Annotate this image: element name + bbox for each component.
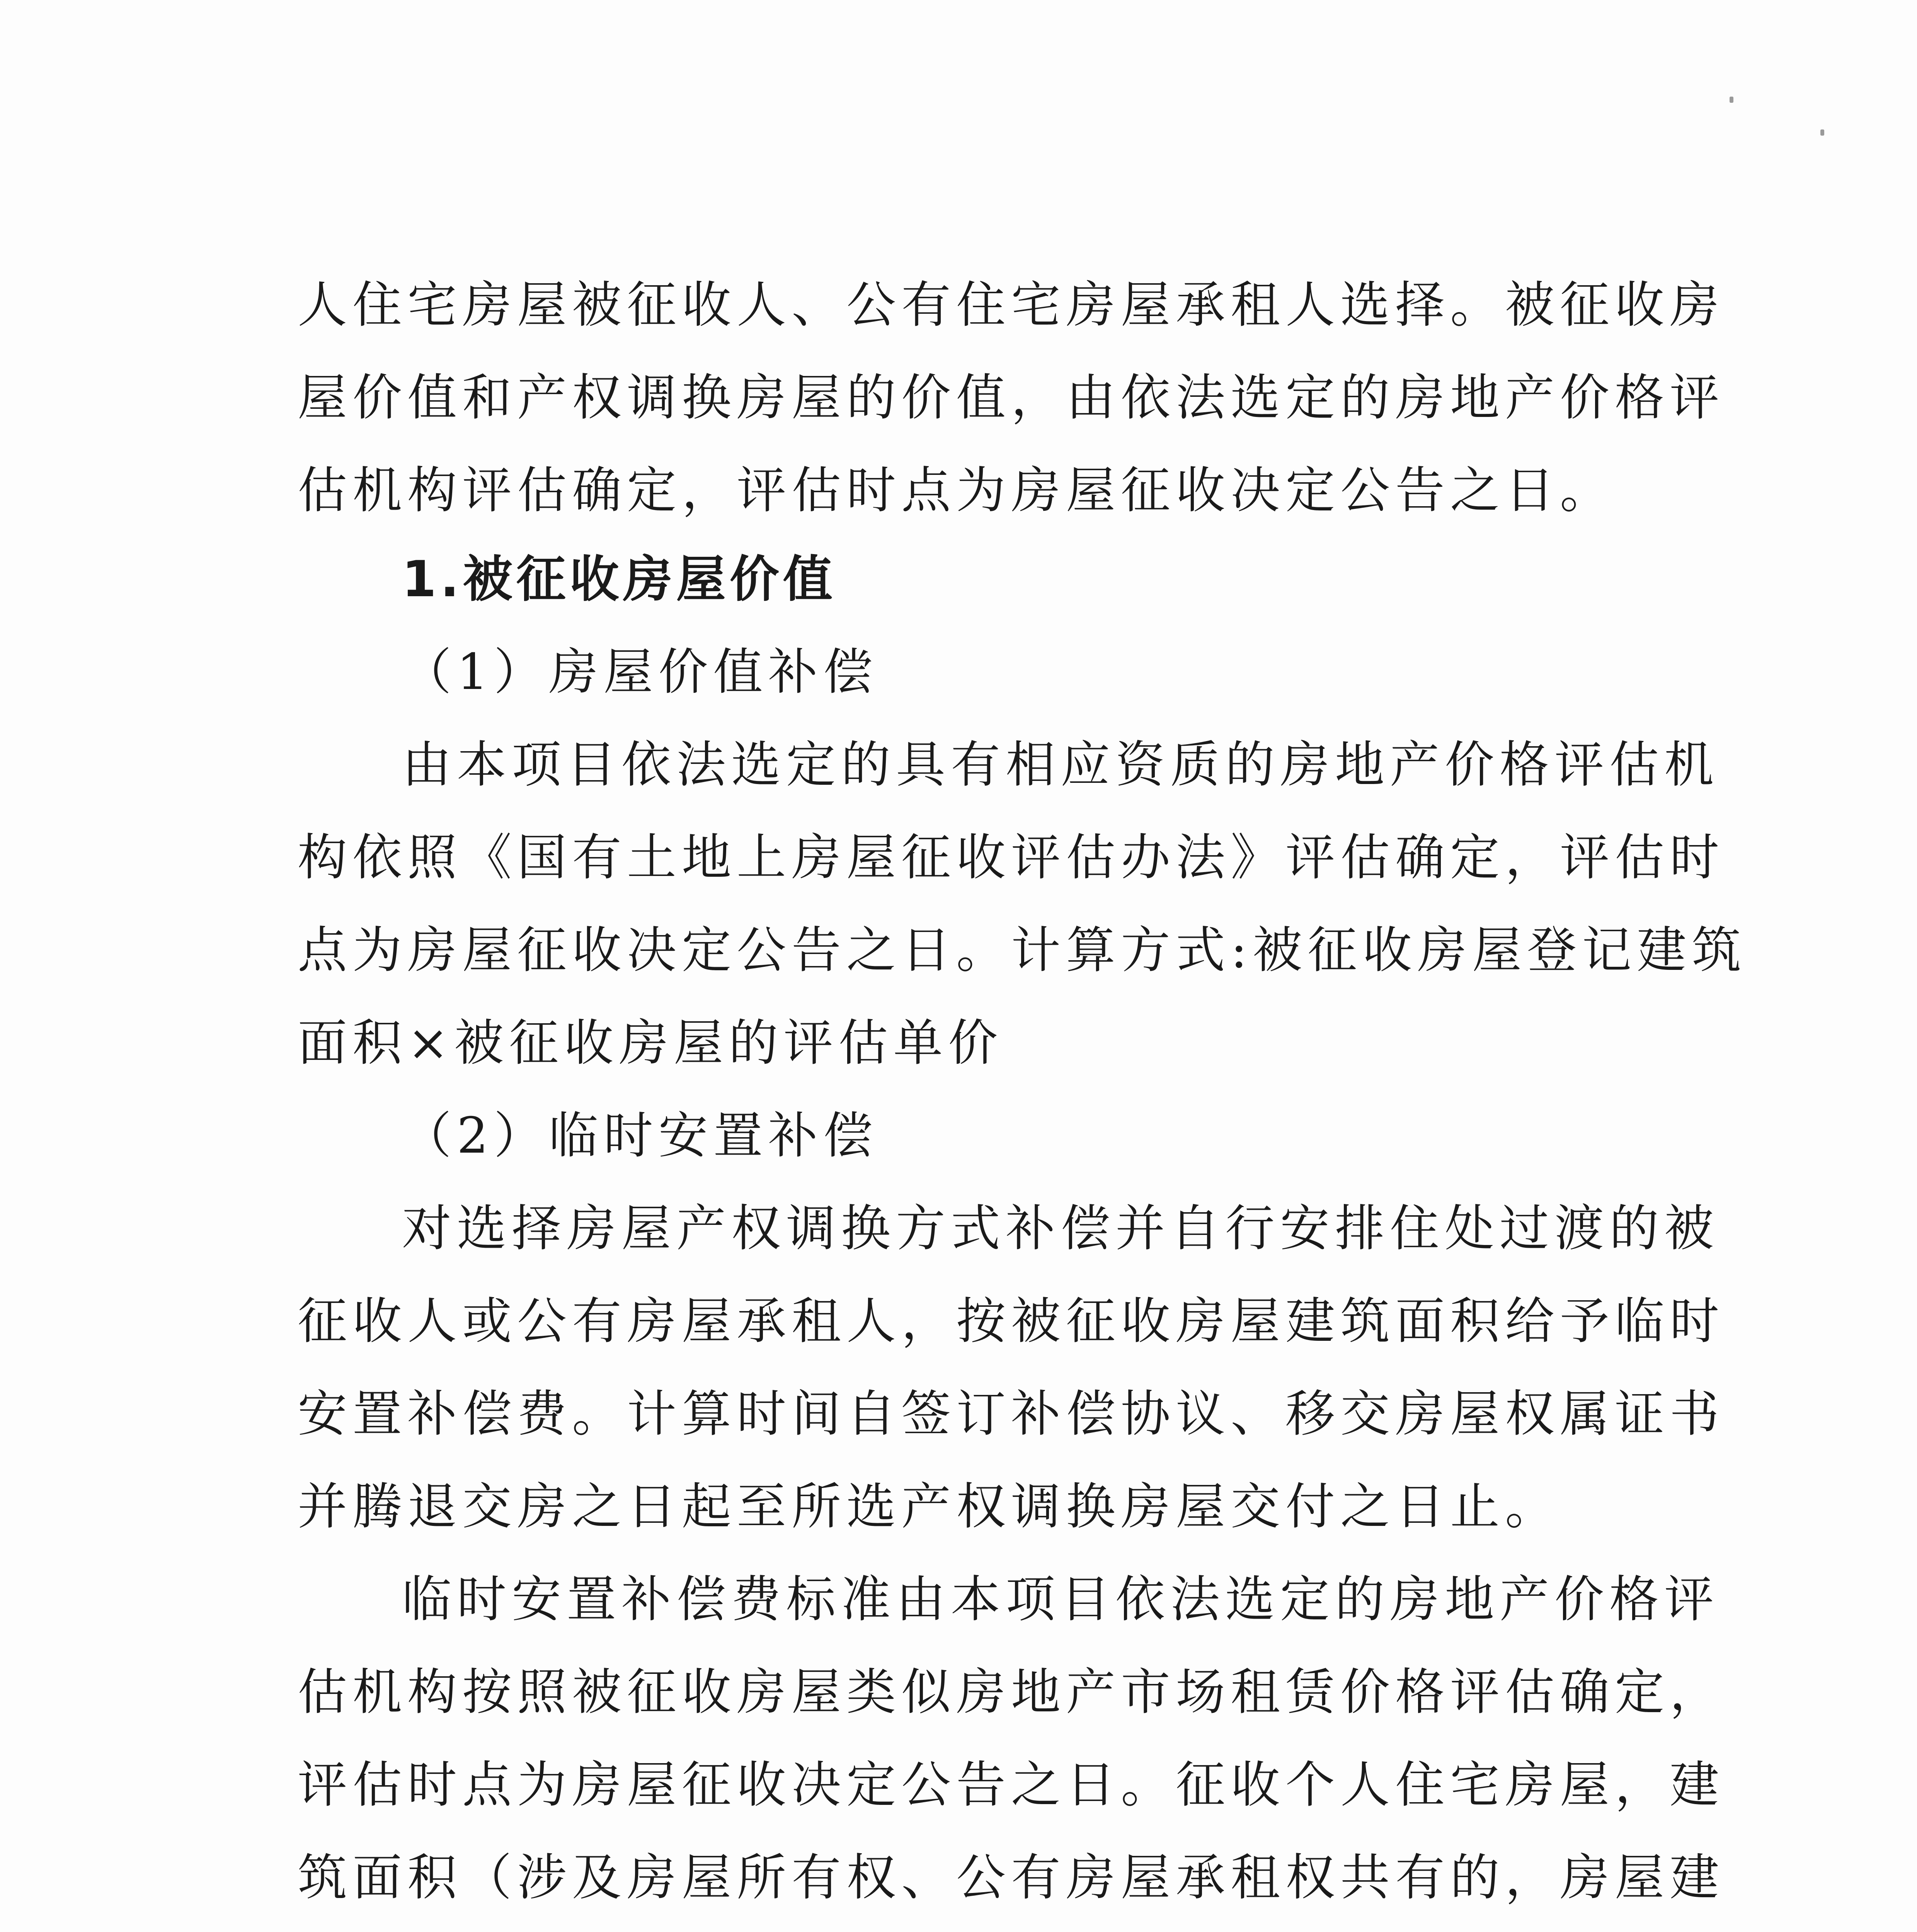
- body-line: 征收人或公有房屋承租人，按被征收房屋建筑面积给予临时: [298, 1293, 1725, 1350]
- body-line: 估机构评估确定，评估时点为房屋征收决定公告之日。: [298, 462, 1615, 519]
- body-line: 对选择房屋产权调换方式补偿并自行安排住处过渡的被: [402, 1200, 1720, 1257]
- scan-speck: [1730, 97, 1733, 103]
- body-line: 安置补偿费。计算时间自签订补偿协议、移交房屋权属证书: [298, 1385, 1725, 1443]
- subsection-heading: （1）房屋价值补偿: [402, 643, 878, 701]
- body-line: 人住宅房屋被征收人、公有住宅房屋承租人选择。被征收房: [298, 276, 1725, 334]
- body-line: 评估时点为房屋征收决定公告之日。征收个人住宅房屋，建: [298, 1756, 1725, 1814]
- body-line: 由本项目依法选定的具有相应资质的房地产价格评估机: [402, 736, 1720, 794]
- scan-speck: [1820, 129, 1824, 136]
- section-heading: 1.被征收房屋价值: [402, 551, 836, 608]
- body-line: 点为房屋征收决定公告之日。计算方式:被征收房屋登记建筑: [298, 922, 1747, 979]
- body-line: 临时安置补偿费标准由本项目依法选定的房地产价格评: [402, 1571, 1720, 1628]
- body-line: 面积×被征收房屋的评估单价: [298, 1014, 1003, 1072]
- body-line: 并腾退交房之日起至所选产权调换房屋交付之日止。: [298, 1478, 1560, 1536]
- body-line: 筑面积（涉及房屋所有权、公有房屋承租权共有的，房屋建: [298, 1849, 1725, 1906]
- subsection-heading: （2）临时安置补偿: [402, 1107, 878, 1165]
- body-line: 估机构按照被征收房屋类似房地产市场租赁价格评估确定，: [298, 1663, 1725, 1721]
- body-line: 屋价值和产权调换房屋的价值，由依法选定的房地产价格评: [298, 369, 1725, 427]
- body-line: 构依照《国有土地上房屋征收评估办法》评估确定，评估时: [298, 829, 1725, 886]
